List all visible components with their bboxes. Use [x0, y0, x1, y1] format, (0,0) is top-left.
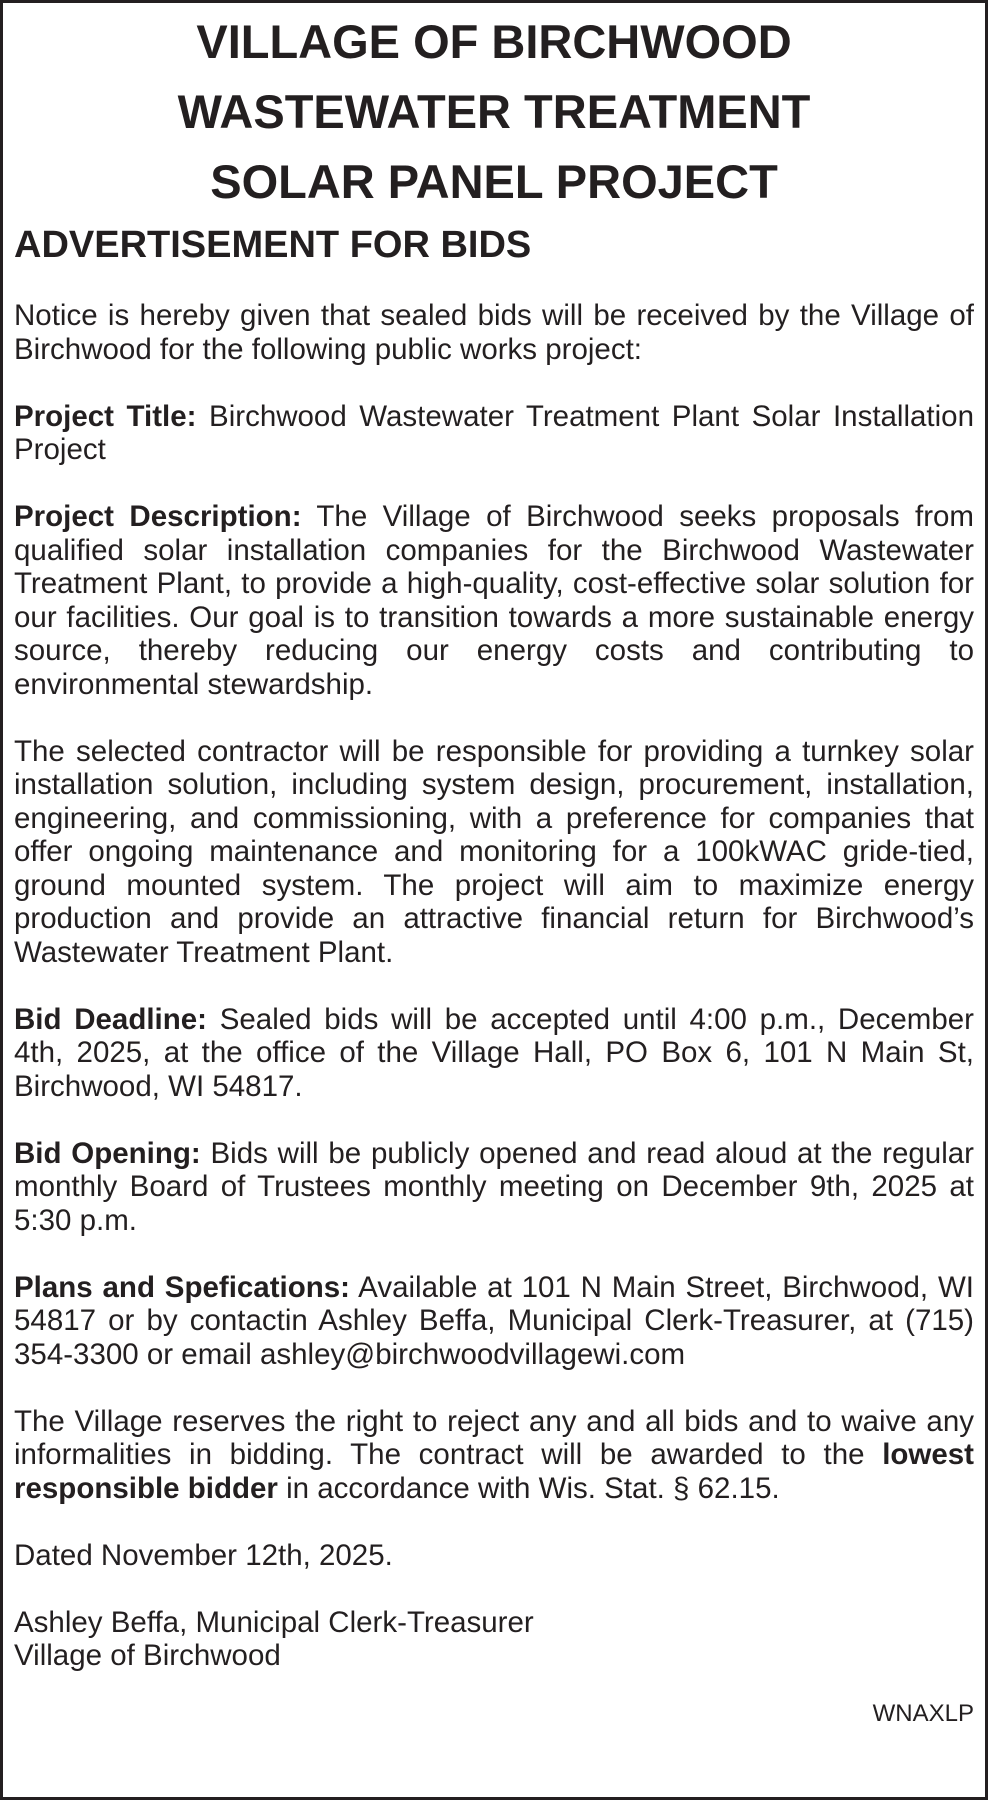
plans-label: Plans and Spefications:: [14, 1270, 350, 1304]
bid-opening-text: Bids will be publicly opened and read aloud at the regular monthly Board of Trustees monthly meeting on December 9th, 2025 at 5:30 p.m.: [14, 1136, 974, 1237]
project-description-label: Project Description:: [14, 500, 302, 533]
plans-paragraph: [14, 1271, 974, 1372]
project-title-paragraph: [14, 400, 974, 467]
reserve-text-before: The Village reserves the right to reject any and all bids and to waive any informalities in bidding. The contract will be awarded to the: [14, 1404, 974, 1471]
reserve-text-after: in accordance with Wis. Stat. § 62.15.: [277, 1471, 780, 1505]
project-title-label: Project Title:: [14, 399, 197, 433]
publication-code: WNAXLP: [872, 1700, 974, 1727]
reserve-bold-text: lowest responsible bidder: [14, 1438, 974, 1505]
contractor-paragraph: The selected contractor will be responsible for providing a turnkey solar installation solution, including system design, procurement, installation, engineering, and commissioning, with a preference for companies that offer ongoing maintenance and monitoring for a 100kWAC gride-tied, ground mounted system. The project will aim to maximize energy production and provide an attractive financial return for Birchwood’s Wastewater Treatment Plant.: [14, 734, 974, 969]
title-line-2: WASTEWATER TREATMENT: [177, 85, 811, 138]
title-line-3: SOLAR PANEL PROJECT: [210, 155, 778, 208]
signature-org: Village of Birchwood: [14, 1639, 281, 1672]
signature-name-title: Ashley Beffa, Municipal Clerk-Treasurer: [14, 1605, 534, 1639]
project-description-paragraph: [14, 500, 974, 701]
title-line-1: VILLAGE OF BIRCHWOOD: [196, 15, 792, 68]
dated-line: Dated November 12th, 2025.: [14, 1538, 393, 1572]
reserve-paragraph: [14, 1405, 974, 1506]
signature-block: [14, 1606, 974, 1673]
bid-deadline-paragraph: [14, 1003, 974, 1104]
bid-opening-paragraph: [14, 1137, 974, 1238]
bid-deadline-label: Bid Deadline:: [14, 1002, 208, 1036]
notice-title: [14, 7, 974, 217]
bid-deadline-text: Sealed bids will be accepted until 4:00 p.m., December 4th, 2025, at the office of the Village Hall, PO Box 6, 101 N Main St, Birchwood, WI 54817.: [14, 1002, 974, 1103]
intro-paragraph: Notice is hereby given that sealed bids will be received by the Village of Birchwood for the following public works project:: [14, 299, 974, 366]
notice-subhead: ADVERTISEMENT FOR BIDS: [14, 224, 532, 266]
plans-text: Available at 101 N Main Street, Birchwood, WI 54817 or by contactin Ashley Beffa, Municipal Clerk-Treasurer, at (715) 354-3300 or email ashley@birchwoodvillagewi.com: [14, 1270, 974, 1371]
bid-opening-label: Bid Opening:: [14, 1136, 201, 1170]
project-title-text: Birchwood Wastewater Treatment Plant Solar Installation Project: [14, 399, 974, 466]
project-description-text: The Village of Birchwood seeks proposals from qualified solar installation companies for the Birchwood Wastewater Treatment Plant, to provide a high-quality, cost-effective solar solution for our facilities. Our goal is to transition towards a more sustainable energy source, thereby reducing our energy costs and contributing to environmental stewardship.: [14, 500, 975, 701]
